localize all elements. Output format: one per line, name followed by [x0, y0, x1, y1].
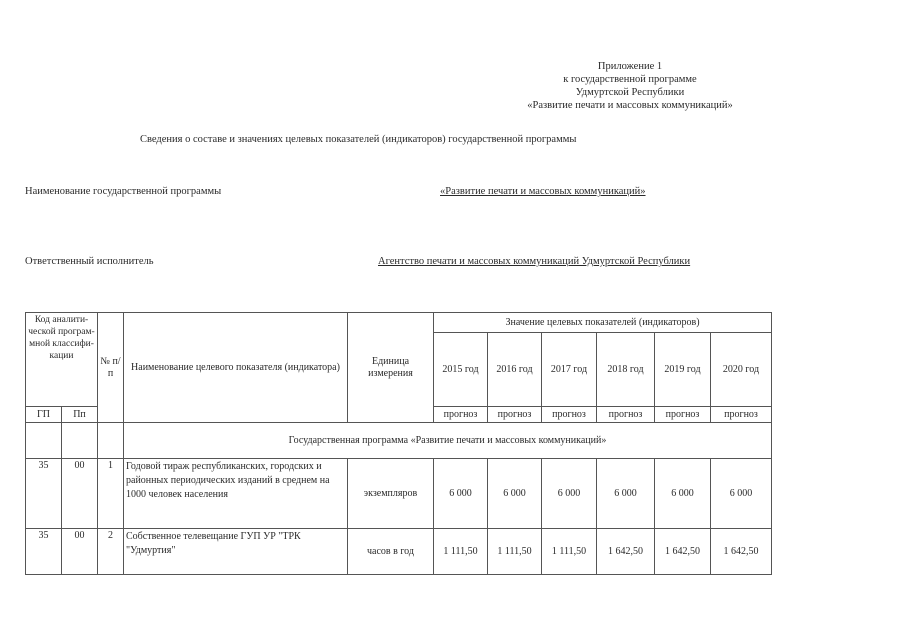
header-unit: Единица измерения: [348, 313, 434, 423]
table-row: [26, 459, 772, 529]
cell-value: 6 000: [542, 459, 597, 529]
header-name: Наименование целевого показателя (индикатора): [124, 313, 348, 423]
cell-value: 6 000: [597, 459, 655, 529]
document-title: Сведения о составе и значениях целевых показателей (индикаторов) государственной программы: [140, 134, 577, 145]
cell-value: 1 642,50: [711, 529, 772, 575]
appendix-line: к государственной программе: [563, 74, 697, 85]
header-year: 2020 год: [711, 333, 772, 407]
cell-pp: 00: [62, 459, 98, 529]
cell-unit: экземпляров: [348, 459, 434, 529]
header-year: 2015 год: [434, 333, 488, 407]
header-year: 2019 год: [655, 333, 711, 407]
program-label: Наименование государственной программы: [25, 186, 222, 197]
cell-number: 1: [98, 459, 124, 529]
forecast-cell: прогноз: [488, 407, 542, 423]
cell-gp: 35: [26, 529, 62, 575]
header-values: Значение целевых показателей (индикаторов): [434, 313, 772, 333]
cell-number: 2: [98, 529, 124, 575]
section-title: Государственная программа «Развитие печати и массовых коммуникаций»: [124, 423, 772, 459]
cell-value: 1 111,50: [488, 529, 542, 575]
cell-value: 1 111,50: [434, 529, 488, 575]
header-code: Код аналити-ческой програм-мной классифи-кации: [26, 313, 98, 407]
cell-pp: 00: [62, 529, 98, 575]
header-year: 2017 год: [542, 333, 597, 407]
program-value: «Развитие печати и массовых коммуникаций»: [440, 186, 646, 197]
appendix-line: «Развитие печати и массовых коммуникаций»: [527, 100, 733, 111]
executor-value: Агентство печати и массовых коммуникаций Удмуртской Республики: [378, 256, 691, 267]
header-number: № п/п: [98, 313, 124, 423]
cell-value: 1 642,50: [597, 529, 655, 575]
cell-gp: 35: [26, 459, 62, 529]
cell-value: 6 000: [711, 459, 772, 529]
cell-name: Годовой тираж республиканских, городских и районных периодических изданий в среднем на 1000 человек населения: [124, 459, 348, 529]
cell-value: 1 111,50: [542, 529, 597, 575]
header-year: 2016 год: [488, 333, 542, 407]
cell-value: 6 000: [655, 459, 711, 529]
appendix-block: [500, 60, 760, 112]
executor-label: Ответственный исполнитель: [25, 256, 154, 267]
forecast-cell: прогноз: [597, 407, 655, 423]
forecast-cell: прогноз: [542, 407, 597, 423]
header-year: 2018 год: [597, 333, 655, 407]
appendix-line: Приложение 1: [597, 61, 663, 72]
cell-value: 6 000: [488, 459, 542, 529]
appendix-line: Удмуртской Республики: [575, 87, 685, 98]
header-pp: Пп: [62, 407, 98, 423]
cell-value: 1 642,50: [655, 529, 711, 575]
indicators-table: [25, 312, 772, 575]
forecast-cell: прогноз: [655, 407, 711, 423]
header-gp: ГП: [26, 407, 62, 423]
forecast-cell: прогноз: [711, 407, 772, 423]
cell-name: Собственное телевещание ГУП УР "ТРК "Удмуртия": [124, 529, 348, 575]
cell-value: 6 000: [434, 459, 488, 529]
forecast-cell: прогноз: [434, 407, 488, 423]
cell-unit: часов в год: [348, 529, 434, 575]
table-row: [26, 529, 772, 575]
